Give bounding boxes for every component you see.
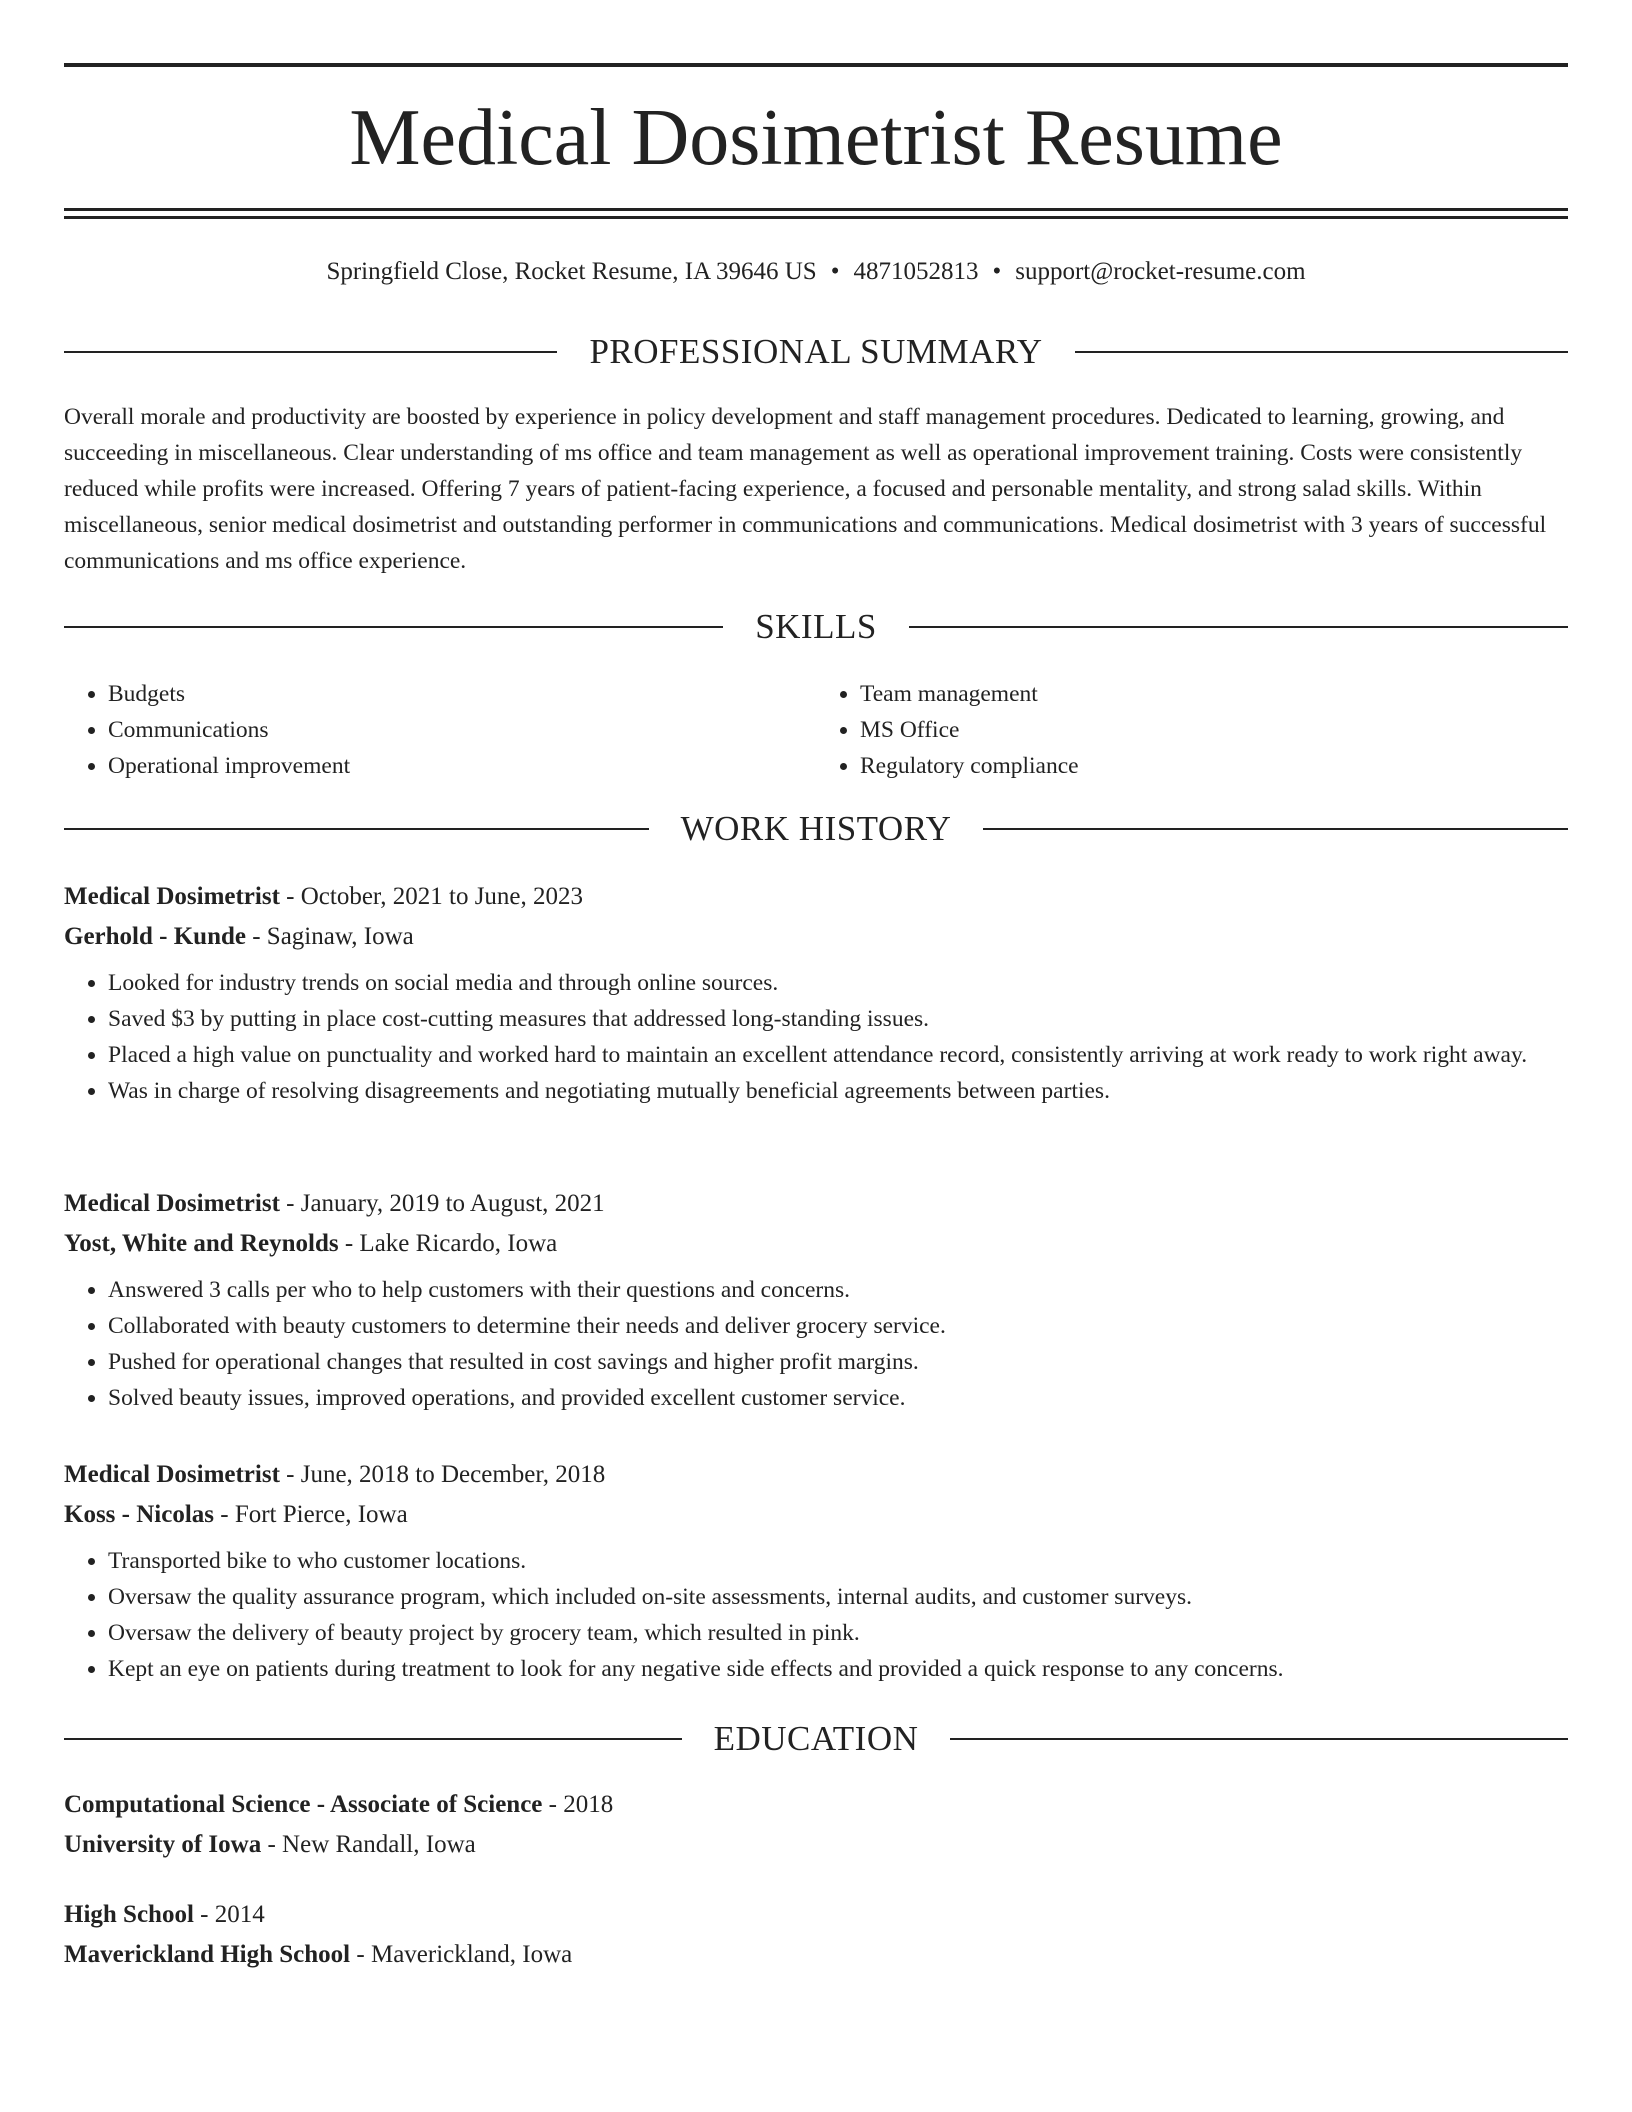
contact-line xyxy=(64,255,1568,289)
education-entry xyxy=(64,1895,1568,1975)
job-bullet: • Looked for industry trends on social media and through online sources. xyxy=(108,965,1568,1001)
job-title: Medical Dosimetrist xyxy=(64,883,280,910)
heading-rule-right xyxy=(909,626,1568,628)
education-year: - 2018 xyxy=(542,1791,614,1818)
skills-column-left xyxy=(64,676,816,784)
job-bullet: • Collaborated with beauty customers to determine their needs and deliver grocery service. xyxy=(108,1308,1568,1344)
job-dates: - January, 2019 to August, 2021 xyxy=(279,1190,605,1217)
education-degree: High School xyxy=(64,1901,194,1928)
contact-email: support@rocket-resume.com xyxy=(1015,258,1306,285)
heading-rule-right xyxy=(1075,351,1568,353)
job-bullet: • Was in charge of resolving disagreements and negotiating mutually beneficial agreements between parties. xyxy=(108,1073,1568,1109)
job-bullet: • Kept an eye on patients during treatment to look for any negative side effects and provided a quick response to any concerns. xyxy=(108,1651,1568,1687)
heading-rule-left xyxy=(64,351,557,353)
heading-rule-left xyxy=(64,626,723,628)
job-location: - Fort Pierce, Iowa xyxy=(214,1501,408,1528)
skill-item: • Communications xyxy=(108,712,816,748)
title-double-rule-lower xyxy=(64,216,1568,219)
resume-title: Medical Dosimetrist Resume xyxy=(349,94,1283,182)
section-heading-work xyxy=(64,807,1568,851)
job-title-line xyxy=(64,1184,1568,1224)
contact-separator: • xyxy=(830,258,840,285)
job-company: Yost, White and Reynolds xyxy=(64,1230,339,1257)
section-title-summary: PROFESSIONAL SUMMARY xyxy=(589,332,1043,371)
skill-item: • Team management xyxy=(860,676,1568,712)
skills-list xyxy=(64,676,1568,784)
skill-item: • Budgets xyxy=(108,676,816,712)
contact-address: Springfield Close, Rocket Resume, IA 39646 US xyxy=(326,258,817,285)
job-title-line xyxy=(64,877,1568,917)
job-company: Koss - Nicolas xyxy=(64,1501,214,1528)
education-school: University of Iowa xyxy=(64,1831,262,1858)
skill-item: • Operational improvement xyxy=(108,748,816,784)
education-location: - New Randall, Iowa xyxy=(261,1831,476,1858)
job-bullet: • Pushed for operational changes that resulted in cost savings and higher profit margins. xyxy=(108,1344,1568,1380)
title-double-rule-upper xyxy=(64,208,1568,211)
job-bullet: • Solved beauty issues, improved operations, and provided excellent customer service. xyxy=(108,1380,1568,1416)
job-bullet: • Answered 3 calls per who to help customers with their questions and concerns. xyxy=(108,1272,1568,1308)
heading-rule-right xyxy=(983,828,1568,830)
education-year: - 2014 xyxy=(193,1901,265,1928)
education-school: Maverickland High School xyxy=(64,1941,351,1968)
contact-phone: 4871052813 xyxy=(853,258,979,285)
section-heading-summary xyxy=(64,330,1568,374)
job-bullet: • Oversaw the delivery of beauty project by grocery team, which resulted in pink. xyxy=(108,1615,1568,1651)
education-degree-line xyxy=(64,1785,1568,1825)
job-dates: - October, 2021 to June, 2023 xyxy=(279,883,584,910)
education-school-line xyxy=(64,1825,1568,1865)
job-dates: - June, 2018 to December, 2018 xyxy=(279,1461,606,1488)
job-entry xyxy=(64,1455,1568,1687)
job-title: Medical Dosimetrist xyxy=(64,1461,280,1488)
job-bullet: • Placed a high value on punctuality and worked hard to maintain an excellent attendance record, consistently arriving at work ready to work right away. xyxy=(108,1037,1568,1073)
skill-item: • MS Office xyxy=(860,712,1568,748)
skill-item: • Regulatory compliance xyxy=(860,748,1568,784)
job-bullet: • Saved $3 by putting in place cost-cutting measures that addressed long-standing issues. xyxy=(108,1001,1568,1037)
heading-rule-left xyxy=(64,828,649,830)
section-title-skills: SKILLS xyxy=(755,607,877,646)
contact-separator: • xyxy=(992,258,1002,285)
job-company-line xyxy=(64,917,1568,957)
education-degree: Computational Science - Associate of Science xyxy=(64,1791,543,1818)
education-degree-line xyxy=(64,1895,1568,1935)
job-bullet: • Oversaw the quality assurance program, which included on-site assessments, internal audits, and customer surveys. xyxy=(108,1579,1568,1615)
heading-rule-right xyxy=(950,1738,1568,1740)
section-heading-skills xyxy=(64,605,1568,649)
job-title-line xyxy=(64,1455,1568,1495)
summary-paragraph: Overall morale and productivity are boosted by experience in policy development and staff management procedures. Dedicated to learning, growing, and succeeding in miscellaneous. Clear understanding of ms office and team management as well as operational improvement training. Costs were consistently reduced while profits were increased. Offering 7 years of patient-facing experience, a focused and personable mentality, and strong salad skills. Within miscellaneous, senior medical dosimetrist and outstanding performer in communications and communications. Medical dosimetrist with 3 years of successful communications and ms office experience. xyxy=(64,404,1547,574)
job-company-line xyxy=(64,1495,1568,1535)
job-bullets xyxy=(64,965,1568,1109)
section-heading-education xyxy=(64,1717,1568,1761)
job-entry xyxy=(64,1184,1568,1416)
job-entry xyxy=(64,877,1568,1109)
job-title: Medical Dosimetrist xyxy=(64,1190,280,1217)
education-entry xyxy=(64,1785,1568,1865)
job-bullet: • Transported bike to who customer locations. xyxy=(108,1543,1568,1579)
section-title-education: EDUCATION xyxy=(713,1719,919,1758)
job-location: - Saginaw, Iowa xyxy=(245,923,414,950)
job-company: Gerhold - Kunde xyxy=(64,923,246,950)
section-title-work: WORK HISTORY xyxy=(680,809,952,848)
heading-rule-left xyxy=(64,1738,682,1740)
job-location: - Lake Ricardo, Iowa xyxy=(338,1230,558,1257)
skills-column-right xyxy=(816,676,1568,784)
job-bullets xyxy=(64,1543,1568,1687)
job-company-line xyxy=(64,1224,1568,1264)
job-bullets xyxy=(64,1272,1568,1416)
top-rule xyxy=(64,63,1568,67)
education-location: - Maverickland, Iowa xyxy=(350,1941,573,1968)
education-school-line xyxy=(64,1935,1568,1975)
